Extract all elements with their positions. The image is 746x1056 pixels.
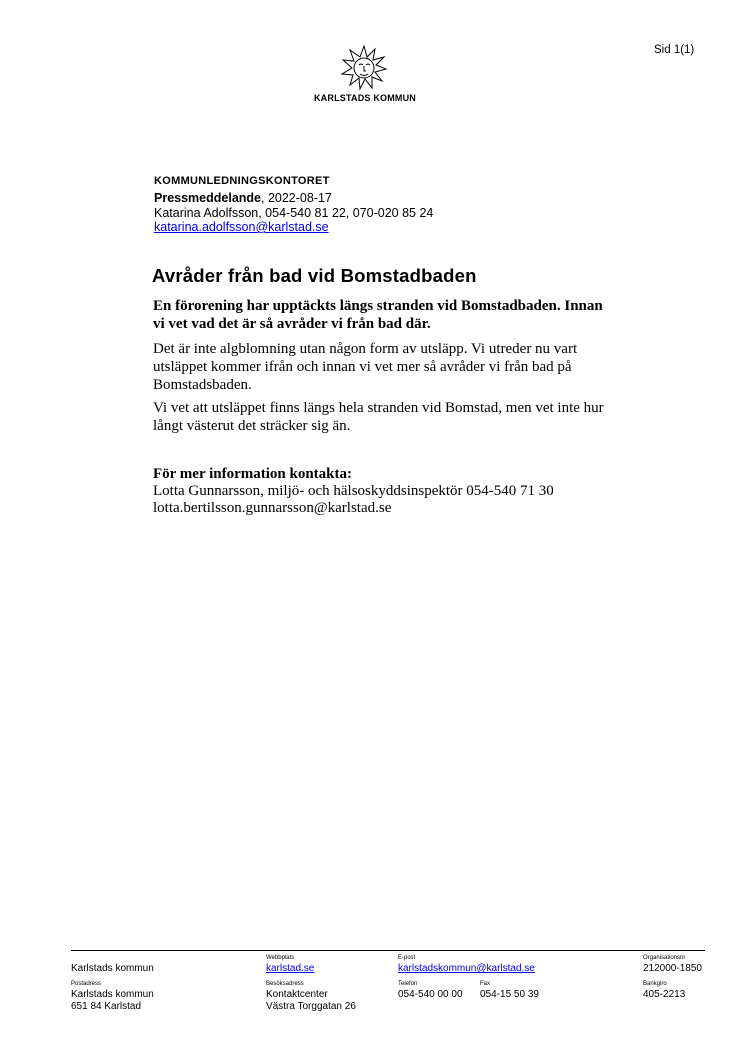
footer-post-line2: 651 84 Karlstad	[71, 1001, 142, 1012]
footer-web-link[interactable]: karlstad.se	[266, 963, 315, 974]
contact-person: Katarina Adolfsson, 054-540 81 22, 070-020 85 24	[154, 206, 434, 220]
footer-visit-line2: Västra Torggatan 26	[266, 1001, 356, 1012]
more-info-email: lotta.bertilsson.gunnarsson@karlstad.se	[153, 500, 392, 516]
footer-fax-label: Fax	[480, 981, 491, 987]
press-date: , 2022-08-17	[261, 191, 332, 205]
footer-divider	[71, 950, 705, 951]
more-info-heading: För mer information kontakta:	[153, 466, 353, 482]
footer-email-label: E-post	[398, 955, 416, 961]
contact-email-wrap	[154, 220, 329, 234]
lead-paragraph: En förorening har upptäckts längs stranden vid Bomstadbaden. Innan vi vet vad det är så avråder vi från bad där.	[153, 298, 603, 332]
footer-visit-line1: Kontaktcenter	[266, 989, 328, 1000]
press-release-line	[154, 191, 332, 205]
org-name: KARLSTADS KOMMUN	[313, 93, 417, 103]
footer-email-wrap	[398, 963, 535, 975]
footer-post-label: Postadress	[71, 981, 102, 987]
body-paragraph-1: Det är inte algblomning utan någon form av utsläpp. Vi utreder nu vart utsläppet kommer ifrån och innan vi vet mer så avråder vi från bad på Bomstadsbaden.	[153, 341, 578, 393]
footer-web-label: Webbplats	[266, 955, 295, 961]
body-paragraph-2: Vi vet att utsläppet finns längs hela stranden vid Bomstad, men vet inte hur långt västerut det sträcker sig än.	[153, 400, 604, 434]
contact-email-link[interactable]: katarina.adolfsson@karlstad.se	[154, 220, 329, 234]
footer-org: Karlstads kommun	[71, 963, 154, 974]
footer-orgnr-label: Organisationsnr	[643, 955, 686, 961]
footer-post-line1: Karlstads kommun	[71, 989, 154, 1000]
footer-orgnr: 212000-1850	[643, 963, 702, 974]
footer-phone-label: Telefon	[398, 981, 418, 987]
doc-type: Pressmeddelande	[154, 191, 261, 205]
page-number: Sid 1(1)	[654, 44, 695, 56]
headline: Avråder från bad vid Bomstadbaden	[152, 265, 477, 286]
karlstad-sun-logo-icon	[340, 44, 388, 92]
footer-email-link[interactable]: karlstadskommun@karlstad.se	[398, 963, 535, 974]
footer-web-wrap	[266, 963, 314, 975]
footer-fax: 054-15 50 39	[480, 989, 539, 1000]
more-info-person: Lotta Gunnarsson, miljö- och hälsoskyddsinspektör 054-540 71 30	[153, 483, 554, 499]
footer-phone: 054-540 00 00	[398, 989, 463, 1000]
department: KOMMUNLEDNINGSKONTORET	[154, 175, 330, 187]
footer-bankgiro: 405-2213	[643, 989, 686, 1000]
footer-visit-label: Besöksadress	[266, 981, 304, 987]
footer-bankgiro-label: Bankgiro	[643, 981, 667, 987]
